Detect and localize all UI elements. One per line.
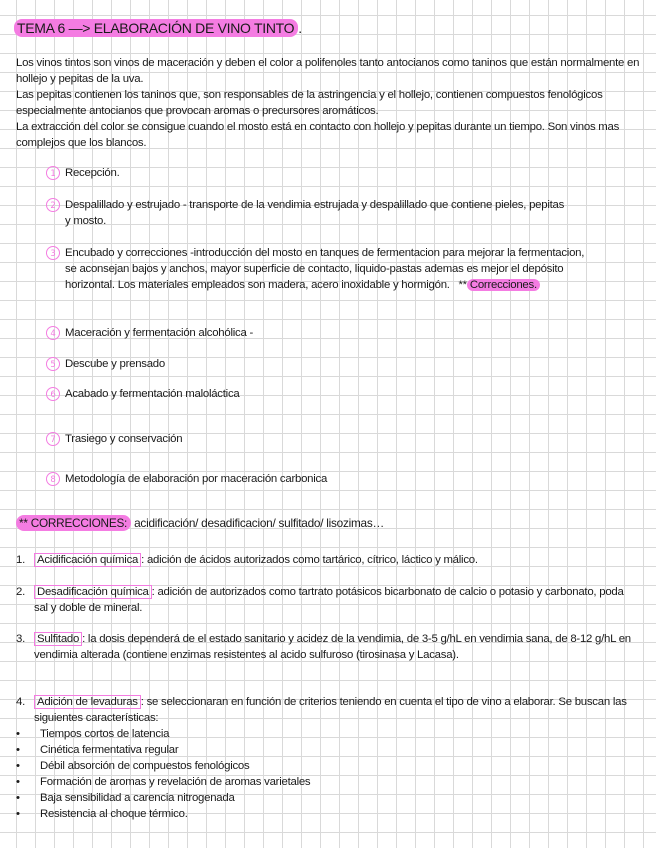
list-item-text: Tiempos cortos de latencia (40, 728, 170, 740)
correction-description: : se seleccionaran en función de criterios teniendo en cuenta el tipo de vino a elaborar. Se buscan las siguientes características: (34, 696, 627, 724)
list-item (16, 758, 310, 774)
step-item (46, 471, 606, 487)
bullet: • (16, 808, 20, 820)
title-highlight: TEMA 6 —> ELABORACIÓN DE VINO TINTO (14, 19, 298, 37)
correction-item (16, 584, 632, 616)
correction-term: Acidificación química (34, 553, 141, 567)
correction-number: 2. (16, 586, 25, 598)
step-text: Maceración y fermentación alcohólica - (65, 327, 254, 339)
correction-term: Sulfitado (34, 632, 82, 646)
intro-text (16, 55, 640, 151)
intro-paragraph: Las pepitas contienen los taninos que, son responsables de la astringencia y el hollejo, contienen compuestos fenológicos especialmente antocianos que provocan aromas o precursores aromáticos. (16, 89, 603, 117)
correction-description: : adición de autorizados como tartrato potásicos bicarbonato de calcio o potasio y carbonato, poda sal y doble de mineral. (34, 586, 624, 614)
corrections-heading-highlight: ** CORRECCIONES: (16, 515, 131, 531)
correction-description: : adición de ácidos autorizados como tartárico, cítrico, láctico y málico. (141, 554, 478, 566)
bullet: • (16, 728, 20, 740)
correction-item (16, 694, 632, 726)
correction-text (34, 631, 632, 663)
correction-text (34, 584, 632, 616)
correction-item (16, 552, 632, 568)
step-text-body: Encubado y correcciones -introducción del mosto en tanques de fermentacion para mejorar la fermentacion, se aconsejan bajos y anchos, mayor superficie de contacto, liquido-pastas ademas es mejor el depósito horizontal. Los materiales empleados son madera, acero inoxidable y hormigón. (65, 247, 585, 291)
correction-number: 1. (16, 554, 25, 566)
intro-paragraph: Los vinos tintos son vinos de maceración y deben el color a polifenoles tanto antocianos como taninos que están normalmente en hollejo y pepitas de la uva. (16, 57, 640, 85)
step-item (46, 197, 566, 229)
list-item-text: Baja sensibilidad a carencia nitrogenada (40, 792, 235, 804)
corrections-heading-rest: acidificación/ desadificacion/ sulfitado/ lisozimas… (131, 516, 385, 530)
step-text: Acabado y fermentación maloláctica (65, 388, 240, 400)
step-item (46, 386, 606, 402)
bullet: • (16, 760, 20, 772)
step-number-circle: 6 (46, 387, 60, 401)
step-number-circle: 5 (46, 357, 60, 371)
step-item (46, 245, 586, 293)
step-text: Despalillado y estrujado - transporte de la vendimia estrujada y despalillado que contiene pieles, pepitas y mosto. (65, 199, 565, 227)
correction-text (34, 552, 478, 568)
correction-number: 3. (16, 633, 25, 645)
step-number-circle: 2 (46, 198, 60, 212)
step-number-circle: 1 (46, 166, 60, 180)
correction-term: Desadificación química (34, 585, 152, 599)
correction-description: : la dosis dependerá de el estado sanitario y acidez de la vendimia, de 3-5 g/hL en vendimia sana, de 8-12 g/hL en vendimia alterada (contiene enzimas resistentes al acido sulfuroso (tirosinasa y Lacasa). (34, 633, 631, 661)
step-text: Recepción. (65, 167, 120, 179)
correction-number: 4. (16, 696, 25, 708)
corrections-heading (16, 516, 384, 530)
list-item (16, 774, 310, 790)
step-item (46, 431, 606, 447)
yeast-characteristics-list (16, 726, 310, 822)
intro-paragraph: La extracción del color se consigue cuando el mosto está en contacto con hollejo y pepitas durante un tiempo. Son vinos mas complejos que los blancos. (16, 121, 620, 149)
step-item (46, 356, 606, 372)
step-text: Trasiego y conservación (65, 433, 183, 445)
page-title (14, 20, 302, 36)
list-item-text: Resistencia al choque térmico. (40, 808, 188, 820)
step-text (65, 245, 586, 293)
step-number-circle: 7 (46, 432, 60, 446)
list-item-text: Cinética fermentativa regular (40, 744, 179, 756)
title-tail: . (298, 20, 302, 36)
bullet: • (16, 744, 20, 756)
corrections-link[interactable]: Correcciones. (467, 279, 540, 291)
step-text: Metodología de elaboración por maceración carbonica (65, 473, 328, 485)
list-item (16, 742, 310, 758)
list-item (16, 806, 310, 822)
step-note-prefix: ** (458, 279, 467, 291)
step-number-circle: 3 (46, 246, 60, 260)
step-item (46, 325, 606, 341)
bullet: • (16, 776, 20, 788)
step-number-circle: 8 (46, 472, 60, 486)
list-item (16, 726, 310, 742)
bullet: • (16, 792, 20, 804)
step-number-circle: 4 (46, 326, 60, 340)
correction-term: Adición de levaduras (34, 695, 141, 709)
correction-item (16, 631, 632, 663)
step-item (46, 165, 606, 181)
correction-text (34, 694, 632, 726)
list-item-text: Formación de aromas y revelación de aromas varietales (40, 776, 311, 788)
list-item (16, 790, 310, 806)
step-text: Descube y prensado (65, 358, 165, 370)
list-item-text: Débil absorción de compuestos fenológicos (40, 760, 250, 772)
